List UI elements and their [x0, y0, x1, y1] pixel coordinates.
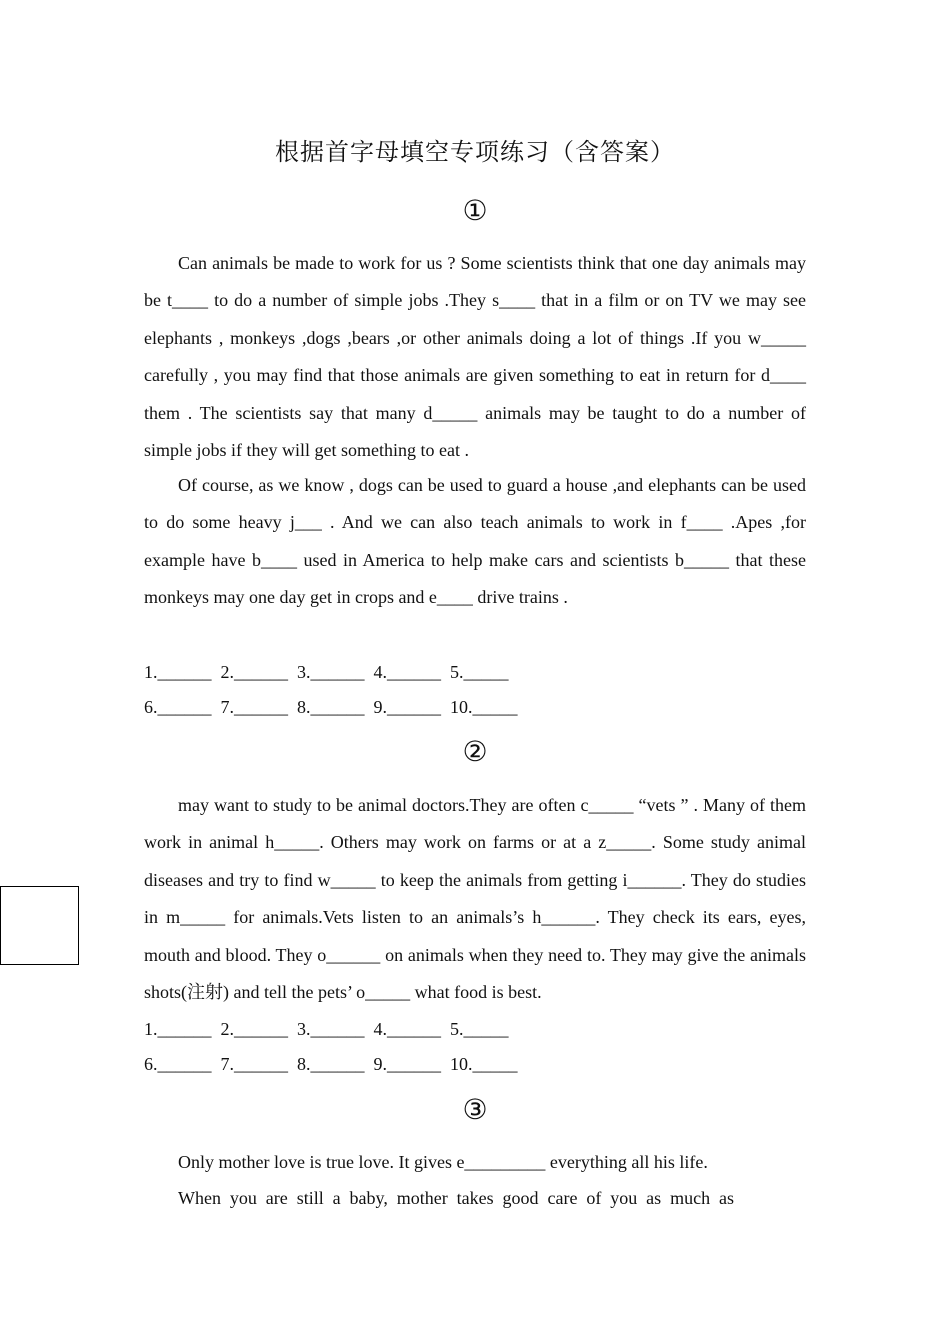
section-2-answer-line-2: 6.______ 7.______ 8.______ 9.______ 10._____	[144, 1054, 518, 1074]
section-2-mark: ②	[462, 737, 488, 768]
section-1-paragraph-1: Can animals be made to work for us ? Some scientists think that one day animals may be t____ to do a number of simple jobs .They s____ that in a film or on TV we may see elephants , monkeys ,dogs ,bears ,or other animals doing a lot of things .If you w_____ carefully , you may find that those animals are given something to eat in return for d____ them . The scientists say that many d_____ animals may be taught to do a number of simple jobs if they will get something to eat .	[144, 253, 806, 461]
section-1-answer-line-1: 1.______ 2.______ 3.______ 4.______ 5._____	[144, 662, 509, 682]
margin-box	[0, 886, 79, 965]
section-1-paragraph-2: Of course, as we know , dogs can be used to guard a house ,and elephants can be used to do some heavy j___ . And we can also teach animals to work in f____ .Apes ,for example have b____ used in America to help make cars and scientists b_____ that these monkeys may one day get in crops and e____ drive trains .	[144, 475, 806, 608]
section-3-paragraph-1: Only mother love is true love. It gives e_________ everything all his life.	[178, 1152, 708, 1172]
section-2-paragraph-1: may want to study to be animal doctors.They are often c_____ “vets ” . Many of them work in animal h_____. Others may work on farms or at a z_____. Some study animal diseases and try to find w_____ to keep the animals from getting i______. They do studies in m_____ for animals.Vets listen to an animals’s h______. They check its ears, eyes, mouth and blood. They o______ on animals when they need to. They may give the animals shots(注射) and tell the pets’ o_____ what food is best.	[144, 795, 806, 1003]
section-1-answer-line-2: 6.______ 7.______ 8.______ 9.______ 10._____	[144, 697, 518, 717]
section-3-paragraph-2: When you are still a baby, mother takes good care of you as much as	[178, 1188, 734, 1208]
section-3-mark: ③	[462, 1095, 488, 1126]
section-2-answer-line-1: 1.______ 2.______ 3.______ 4.______ 5._____	[144, 1019, 509, 1039]
page-title: 根据首字母填空专项练习（含答案）	[275, 140, 675, 166]
section-1-mark: ①	[462, 196, 488, 227]
